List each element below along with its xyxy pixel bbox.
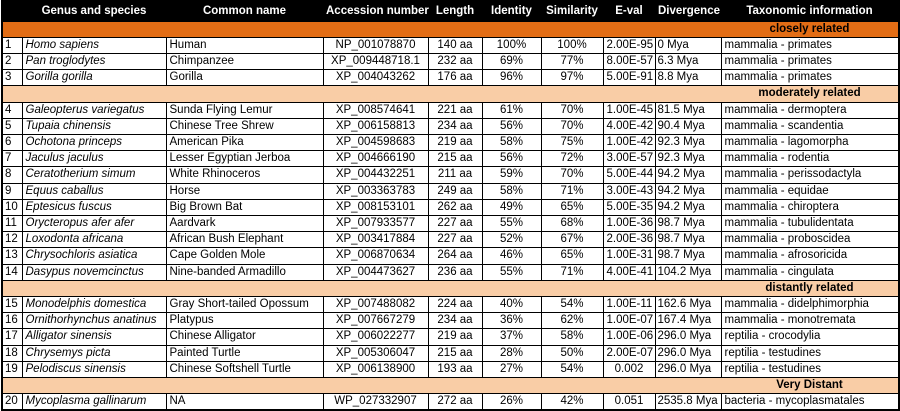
accession-number-cell: XP_006138900	[323, 361, 428, 377]
table-row	[2, 37, 899, 53]
identity-cell: 61%	[482, 102, 541, 118]
table-body	[2, 21, 899, 410]
common-name-cell: Nine-banded Armadillo	[166, 264, 323, 280]
taxonomic-info-cell: mammalia - primates	[721, 53, 899, 69]
taxonomic-info-cell: reptilia - testudines	[721, 345, 899, 361]
row-number: 4	[2, 102, 22, 118]
length-cell: 249 aa	[428, 183, 482, 199]
e-val-cell: 4.00E-42	[603, 118, 655, 134]
similarity-cell: 65%	[541, 248, 603, 264]
divergence-cell: 92.3 Mya	[655, 134, 721, 150]
genus-species-cell: Tupaia chinensis	[22, 118, 166, 134]
identity-cell: 55%	[482, 215, 541, 231]
common-name-cell: Platypus	[166, 313, 323, 329]
row-number: 17	[2, 329, 22, 345]
similarity-cell: 100%	[541, 37, 603, 53]
divergence-cell: 98.7 Mya	[655, 248, 721, 264]
identity-cell: 69%	[482, 53, 541, 69]
species-comparison-table	[1, 0, 900, 411]
section-divider-spacer	[2, 86, 721, 102]
table-row	[2, 70, 899, 86]
e-val-cell: 5.00E-35	[603, 199, 655, 215]
accession-number-cell: XP_007933577	[323, 215, 428, 231]
row-number: 1	[2, 37, 22, 53]
length-cell: 262 aa	[428, 199, 482, 215]
common-name-cell: Big Brown Bat	[166, 199, 323, 215]
similarity-cell: 50%	[541, 345, 603, 361]
table-row	[2, 296, 899, 312]
genus-species-cell: Pan troglodytes	[22, 53, 166, 69]
divergence-cell: 296.0 Mya	[655, 329, 721, 345]
length-cell: 211 aa	[428, 167, 482, 183]
common-name-cell: Horse	[166, 183, 323, 199]
genus-species-cell: Gorilla gorilla	[22, 70, 166, 86]
accession-number-cell: XP_006022277	[323, 329, 428, 345]
section-divider-label: distantly related	[721, 280, 899, 296]
length-cell: 221 aa	[428, 102, 482, 118]
accession-number-cell: NP_001078870	[323, 37, 428, 53]
taxonomic-info-cell: mammalia - lagomorpha	[721, 134, 899, 150]
identity-cell: 28%	[482, 345, 541, 361]
divergence-cell: 296.0 Mya	[655, 345, 721, 361]
common-name-cell: Lesser Egyptian Jerboa	[166, 151, 323, 167]
similarity-cell: 67%	[541, 232, 603, 248]
divergence-cell: 94.2 Mya	[655, 199, 721, 215]
row-number: 9	[2, 183, 22, 199]
length-cell: 219 aa	[428, 134, 482, 150]
table-row	[2, 345, 899, 361]
genus-species-cell: Mycoplasma gallinarum	[22, 394, 166, 411]
table-row	[2, 102, 899, 118]
row-number: 16	[2, 313, 22, 329]
length-cell: 234 aa	[428, 313, 482, 329]
section-divider-spacer	[2, 377, 721, 393]
accession-number-cell: XP_007667279	[323, 313, 428, 329]
similarity-cell: 54%	[541, 361, 603, 377]
identity-cell: 100%	[482, 37, 541, 53]
divergence-cell: 104.2 Mya	[655, 264, 721, 280]
accession-number-cell: XP_009448718.1	[323, 53, 428, 69]
divergence-cell: 6.3 Mya	[655, 53, 721, 69]
identity-cell: 56%	[482, 151, 541, 167]
divergence-cell: 167.4 Mya	[655, 313, 721, 329]
common-name-cell: American Pika	[166, 134, 323, 150]
accession-number-cell: XP_008574641	[323, 102, 428, 118]
length-cell: 176 aa	[428, 70, 482, 86]
genus-species-cell: Alligator sinensis	[22, 329, 166, 345]
column-header-genus-and-species: Genus and species	[22, 1, 166, 21]
e-val-cell: 0.002	[603, 361, 655, 377]
section-divider-row	[2, 21, 899, 37]
common-name-cell: African Bush Elephant	[166, 232, 323, 248]
similarity-cell: 72%	[541, 151, 603, 167]
divergence-cell: 8.8 Mya	[655, 70, 721, 86]
e-val-cell: 1.00E-45	[603, 102, 655, 118]
row-number: 3	[2, 70, 22, 86]
length-cell: 236 aa	[428, 264, 482, 280]
similarity-cell: 58%	[541, 329, 603, 345]
e-val-cell: 1.00E-31	[603, 248, 655, 264]
column-header-similarity: Similarity	[541, 1, 603, 21]
divergence-cell: 162.6 Mya	[655, 296, 721, 312]
genus-species-cell: Dasypus novemcinctus	[22, 264, 166, 280]
divergence-cell: 81.5 Mya	[655, 102, 721, 118]
accession-number-cell: XP_005306047	[323, 345, 428, 361]
taxonomic-info-cell: mammalia - afrosoricida	[721, 248, 899, 264]
common-name-cell: Chimpanzee	[166, 53, 323, 69]
taxonomic-info-cell: mammalia - tubulidentata	[721, 215, 899, 231]
row-number: 13	[2, 248, 22, 264]
table-row	[2, 53, 899, 69]
taxonomic-info-cell: reptilia - testudines	[721, 361, 899, 377]
common-name-cell: NA	[166, 394, 323, 411]
genus-species-cell: Homo sapiens	[22, 37, 166, 53]
identity-cell: 46%	[482, 248, 541, 264]
genus-species-cell: Pelodiscus sinensis	[22, 361, 166, 377]
similarity-cell: 77%	[541, 53, 603, 69]
similarity-cell: 71%	[541, 264, 603, 280]
accession-number-cell: XP_006870634	[323, 248, 428, 264]
genus-species-cell: Chrysochloris asiatica	[22, 248, 166, 264]
length-cell: 215 aa	[428, 151, 482, 167]
length-cell: 193 aa	[428, 361, 482, 377]
divergence-cell: 296.0 Mya	[655, 361, 721, 377]
identity-cell: 58%	[482, 183, 541, 199]
table-row	[2, 313, 899, 329]
row-number: 19	[2, 361, 22, 377]
taxonomic-info-cell: mammalia - chiroptera	[721, 199, 899, 215]
genus-species-cell: Jaculus jaculus	[22, 151, 166, 167]
row-number: 6	[2, 134, 22, 150]
divergence-cell: 0 Mya	[655, 37, 721, 53]
common-name-cell: Human	[166, 37, 323, 53]
taxonomic-info-cell: mammalia - cingulata	[721, 264, 899, 280]
taxonomic-info-cell: mammalia - monotremata	[721, 313, 899, 329]
identity-cell: 49%	[482, 199, 541, 215]
genus-species-cell: Ceratotherium simum	[22, 167, 166, 183]
row-number: 14	[2, 264, 22, 280]
similarity-cell: 42%	[541, 394, 603, 411]
section-divider-label: Very Distant	[721, 377, 899, 393]
similarity-cell: 70%	[541, 167, 603, 183]
accession-number-cell: XP_008153101	[323, 199, 428, 215]
common-name-cell: Sunda Flying Lemur	[166, 102, 323, 118]
genus-species-cell: Ornithorhynchus anatinus	[22, 313, 166, 329]
column-header-e-val: E-val	[603, 1, 655, 21]
common-name-cell: Chinese Alligator	[166, 329, 323, 345]
identity-cell: 58%	[482, 134, 541, 150]
table-row	[2, 361, 899, 377]
row-number: 20	[2, 394, 22, 411]
divergence-cell: 90.4 Mya	[655, 118, 721, 134]
e-val-cell: 2.00E-95	[603, 37, 655, 53]
identity-cell: 27%	[482, 361, 541, 377]
row-number: 11	[2, 215, 22, 231]
e-val-cell: 4.00E-41	[603, 264, 655, 280]
taxonomic-info-cell: mammalia - perissodactyla	[721, 167, 899, 183]
identity-cell: 96%	[482, 70, 541, 86]
accession-number-cell: XP_004598683	[323, 134, 428, 150]
length-cell: 264 aa	[428, 248, 482, 264]
row-number: 15	[2, 296, 22, 312]
genus-species-cell: Orycteropus afer afer	[22, 215, 166, 231]
column-header-accession-number: Accession number	[323, 1, 428, 21]
table-row	[2, 167, 899, 183]
genus-species-cell: Eptesicus fuscus	[22, 199, 166, 215]
similarity-cell: 70%	[541, 118, 603, 134]
table-row	[2, 151, 899, 167]
column-header-identity: Identity	[482, 1, 541, 21]
similarity-cell: 70%	[541, 102, 603, 118]
table-row	[2, 394, 899, 411]
divergence-cell: 98.7 Mya	[655, 215, 721, 231]
accession-number-cell: WP_027332907	[323, 394, 428, 411]
accession-number-cell: XP_003363783	[323, 183, 428, 199]
row-number: 18	[2, 345, 22, 361]
genus-species-cell: Loxodonta africana	[22, 232, 166, 248]
section-divider-spacer	[2, 21, 721, 37]
e-val-cell: 2.00E-07	[603, 345, 655, 361]
taxonomic-info-cell: mammalia - didelphimorphia	[721, 296, 899, 312]
accession-number-cell: XP_006158813	[323, 118, 428, 134]
e-val-cell: 3.00E-43	[603, 183, 655, 199]
row-number: 7	[2, 151, 22, 167]
common-name-cell: Aardvark	[166, 215, 323, 231]
length-cell: 224 aa	[428, 296, 482, 312]
accession-number-cell: XP_004666190	[323, 151, 428, 167]
section-divider-label: closely related	[721, 21, 899, 37]
section-divider-row	[2, 280, 899, 296]
identity-cell: 52%	[482, 232, 541, 248]
identity-cell: 26%	[482, 394, 541, 411]
table-row	[2, 248, 899, 264]
table-row	[2, 329, 899, 345]
length-cell: 140 aa	[428, 37, 482, 53]
e-val-cell: 1.00E-07	[603, 313, 655, 329]
similarity-cell: 97%	[541, 70, 603, 86]
similarity-cell: 65%	[541, 199, 603, 215]
row-number: 5	[2, 118, 22, 134]
identity-cell: 55%	[482, 264, 541, 280]
divergence-cell: 94.2 Mya	[655, 167, 721, 183]
row-number: 8	[2, 167, 22, 183]
table-row	[2, 118, 899, 134]
common-name-cell: White Rhinoceros	[166, 167, 323, 183]
table-row	[2, 232, 899, 248]
e-val-cell: 1.00E-42	[603, 134, 655, 150]
row-number: 2	[2, 53, 22, 69]
length-cell: 227 aa	[428, 232, 482, 248]
length-cell: 215 aa	[428, 345, 482, 361]
accession-number-cell: XP_004473627	[323, 264, 428, 280]
column-header-taxonomic-information: Taxonomic information	[721, 1, 899, 21]
column-header-common-name: Common name	[166, 1, 323, 21]
taxonomic-info-cell: bacteria - mycoplasmatales	[721, 394, 899, 411]
length-cell: 232 aa	[428, 53, 482, 69]
length-cell: 227 aa	[428, 215, 482, 231]
taxonomic-info-cell: mammalia - dermoptera	[721, 102, 899, 118]
similarity-cell: 54%	[541, 296, 603, 312]
row-number: 10	[2, 199, 22, 215]
table-row	[2, 215, 899, 231]
similarity-cell: 75%	[541, 134, 603, 150]
identity-cell: 59%	[482, 167, 541, 183]
common-name-cell: Chinese Tree Shrew	[166, 118, 323, 134]
table-row	[2, 199, 899, 215]
genus-species-cell: Equus caballus	[22, 183, 166, 199]
taxonomic-info-cell: mammalia - equidae	[721, 183, 899, 199]
genus-species-cell: Galeopterus variegatus	[22, 102, 166, 118]
taxonomic-info-cell: mammalia - primates	[721, 37, 899, 53]
common-name-cell: Chinese Softshell Turtle	[166, 361, 323, 377]
length-cell: 234 aa	[428, 118, 482, 134]
column-header-row-number	[2, 1, 22, 21]
common-name-cell: Gorilla	[166, 70, 323, 86]
length-cell: 219 aa	[428, 329, 482, 345]
column-header-divergence: Divergence	[655, 1, 721, 21]
e-val-cell: 5.00E-44	[603, 167, 655, 183]
row-number: 12	[2, 232, 22, 248]
e-val-cell: 2.00E-36	[603, 232, 655, 248]
accession-number-cell: XP_004432251	[323, 167, 428, 183]
common-name-cell: Painted Turtle	[166, 345, 323, 361]
taxonomic-info-cell: mammalia - rodentia	[721, 151, 899, 167]
table-row	[2, 134, 899, 150]
section-divider-spacer	[2, 280, 721, 296]
e-val-cell: 0.051	[603, 394, 655, 411]
e-val-cell: 8.00E-57	[603, 53, 655, 69]
divergence-cell: 94.2 Mya	[655, 183, 721, 199]
section-divider-label: moderately related	[721, 86, 899, 102]
header-row	[2, 1, 899, 21]
e-val-cell: 5.00E-91	[603, 70, 655, 86]
common-name-cell: Cape Golden Mole	[166, 248, 323, 264]
identity-cell: 40%	[482, 296, 541, 312]
e-val-cell: 1.00E-11	[603, 296, 655, 312]
accession-number-cell: XP_007488082	[323, 296, 428, 312]
taxonomic-info-cell: mammalia - primates	[721, 70, 899, 86]
genus-species-cell: Chrysemys picta	[22, 345, 166, 361]
taxonomic-info-cell: reptilia - crocodylia	[721, 329, 899, 345]
genus-species-cell: Monodelphis domestica	[22, 296, 166, 312]
column-header-length: Length	[428, 1, 482, 21]
taxonomic-info-cell: mammalia - proboscidea	[721, 232, 899, 248]
similarity-cell: 68%	[541, 215, 603, 231]
e-val-cell: 1.00E-36	[603, 215, 655, 231]
divergence-cell: 98.7 Mya	[655, 232, 721, 248]
divergence-cell: 92.3 Mya	[655, 151, 721, 167]
similarity-cell: 71%	[541, 183, 603, 199]
e-val-cell: 1.00E-06	[603, 329, 655, 345]
similarity-cell: 62%	[541, 313, 603, 329]
taxonomic-info-cell: mammalia - scandentia	[721, 118, 899, 134]
common-name-cell: Gray Short-tailed Opossum	[166, 296, 323, 312]
section-divider-row	[2, 377, 899, 393]
genus-species-cell: Ochotona princeps	[22, 134, 166, 150]
section-divider-row	[2, 86, 899, 102]
length-cell: 272 aa	[428, 394, 482, 411]
identity-cell: 56%	[482, 118, 541, 134]
e-val-cell: 3.00E-57	[603, 151, 655, 167]
table-row	[2, 264, 899, 280]
identity-cell: 36%	[482, 313, 541, 329]
identity-cell: 37%	[482, 329, 541, 345]
divergence-cell: 2535.8 Mya	[655, 394, 721, 411]
table-row	[2, 183, 899, 199]
accession-number-cell: XP_004043262	[323, 70, 428, 86]
accession-number-cell: XP_003417884	[323, 232, 428, 248]
